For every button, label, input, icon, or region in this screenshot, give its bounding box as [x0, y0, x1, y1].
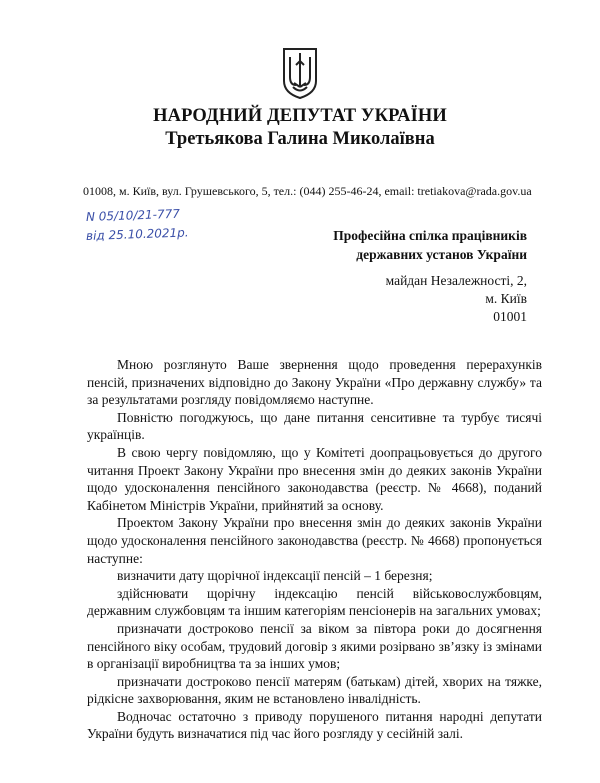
- paragraph-2: Повністю погоджуюсь, що дане питання сенситивне та турбує тисячі українців.: [87, 409, 542, 443]
- list-item: призначати достроково пенсії матерям (батькам) дітей, хворих на тяжке, рідкісне захворювання, яким не встановлено інвалідність.: [87, 673, 542, 707]
- paragraph-5: Водночас остаточно з приводу порушеного питання народні депутати України будуть визначатися під час його розгляду у сесійній залі.: [87, 708, 542, 742]
- coat-of-arms-icon: [282, 47, 318, 99]
- handwritten-reference-number: N 05/10/21-777: [85, 206, 181, 224]
- deputy-name: Третьякова Галина Миколаївна: [165, 129, 435, 149]
- header-title: НАРОДНИЙ ДЕПУТАТ УКРАЇНИ: [153, 106, 447, 126]
- paragraph-3: В свою чергу повідомляю, що у Комітеті доопрацьовується до другого читання Проект Закону України про внесення змін до деяких законів України щодо удосконалення пенсійного законодавства (реєстр. № 4668), поданий Кабінетом Міністрів України, прийнятий за основу.: [87, 444, 542, 513]
- handwritten-reference-date: від 25.10.2021р.: [85, 225, 189, 243]
- recipient-city: м. Київ: [485, 291, 527, 306]
- recipient-org-line2: державних установ України: [356, 247, 527, 262]
- contact-address: 01008, м. Київ, вул. Грушевського, 5, тел.: (044) 255-46-24, email: tretiakova@rada.gov.ua: [83, 184, 532, 198]
- letter-body: [87, 356, 542, 743]
- recipient-street: майдан Незалежності, 2,: [385, 273, 527, 288]
- paragraph-4: Проектом Закону України про внесення змін до деяких законів України щодо удосконалення пенсійного законодавства (реєстр. № 4668) пропонується наступне:: [87, 515, 542, 566]
- recipient-zip: 01001: [493, 309, 527, 324]
- list-item: здійснювати щорічну індексацію пенсій військовослужбовцям, державним службовцям та іншим категоріям пенсіонерів на загальних умовах;: [87, 585, 542, 619]
- paragraph-1: Мною розглянуто Ваше звернення щодо проведення перерахунків пенсій, призначених відповідно до Закону України «Про державну службу» та за результатами розгляду повідомляємо наступне.: [87, 357, 542, 408]
- recipient-org-line1: Професійна спілка працівників: [333, 228, 527, 243]
- list-item: визначити дату щорічної індексації пенсій – 1 березня;: [117, 568, 433, 584]
- list-item: призначати достроково пенсії за віком за півтора роки до досягнення пенсійного віку особам, трудовий договір з якими розірвано зв’язку із змінами в організації виробництва та за інших умов;: [87, 620, 542, 672]
